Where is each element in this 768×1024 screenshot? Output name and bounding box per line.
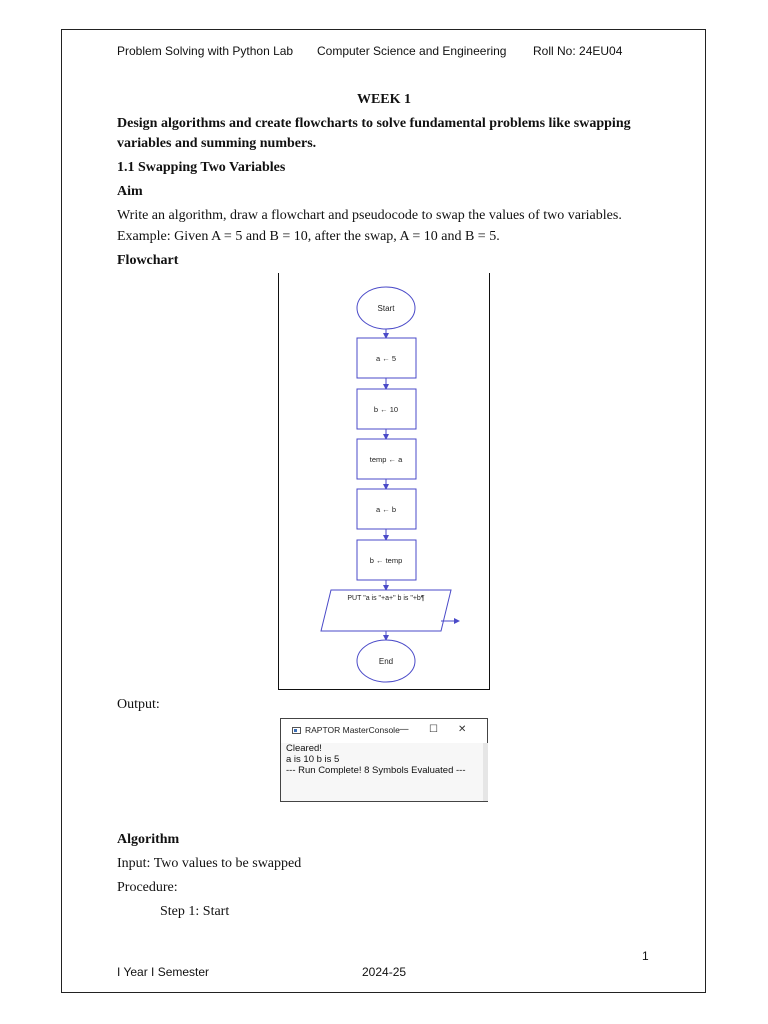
console-line: a is 10 b is 5 — [286, 754, 340, 765]
flowchart-figure — [278, 273, 490, 690]
process-label-5: b ← temp — [369, 556, 403, 565]
process-label-1: a ← 5 — [375, 354, 397, 363]
console-line: Cleared! — [286, 743, 322, 754]
console-app-icon — [292, 727, 301, 734]
console-line: --- Run Complete! 8 Symbols Evaluated --- — [286, 765, 466, 776]
task-line-1: Design algorithms and create flowcharts to solve fundamental problems like swapping — [117, 116, 631, 131]
algorithm-procedure: Procedure: — [117, 880, 178, 895]
output-label: PUT "a is "+a+" b is "+b¶ — [347, 595, 425, 602]
footer-year: 2024-25 — [362, 965, 407, 979]
section-heading: 1.1 Swapping Two Variables — [117, 160, 286, 175]
flowchart-svg — [279, 273, 491, 690]
process-label-2: b ← 10 — [373, 405, 399, 414]
footer-semester: I Year I Semester — [117, 965, 210, 979]
aim-heading: Aim — [117, 184, 143, 199]
console-titlebar — [281, 719, 487, 743]
header-roll-number: Roll No: 24EU04 — [533, 44, 623, 58]
start-label: Start — [377, 304, 395, 313]
console-title: RAPTOR MasterConsole — [305, 725, 400, 735]
minimize-icon[interactable]: — — [399, 724, 409, 735]
header-course: Problem Solving with Python Lab — [117, 44, 294, 58]
task-line-2: variables and summing numbers. — [117, 136, 317, 151]
close-icon[interactable]: ✕ — [458, 724, 467, 735]
end-label: End — [378, 657, 394, 666]
console-scrollbar[interactable] — [483, 743, 488, 801]
aim-line-2: Example: Given A = 5 and B = 10, after the swap, A = 10 and B = 5. — [117, 229, 500, 244]
raptor-console-window — [280, 718, 488, 802]
flowchart-heading: Flowchart — [117, 253, 179, 268]
algorithm-input: Input: Two values to be swapped — [117, 856, 302, 871]
maximize-icon[interactable]: ☐ — [429, 724, 438, 735]
output-heading: Output: — [117, 697, 160, 712]
week-title: WEEK 1 — [356, 92, 412, 107]
aim-line-1: Write an algorithm, draw a flowchart and pseudocode to swap the values of two variables. — [117, 208, 622, 223]
page-number: 1 — [642, 949, 649, 963]
algorithm-heading: Algorithm — [117, 832, 180, 847]
algorithm-step-1: Step 1: Start — [160, 904, 230, 919]
console-output — [286, 743, 466, 776]
process-label-3: temp ← a — [369, 455, 403, 464]
process-label-4: a ← b — [375, 505, 397, 514]
header-department: Computer Science and Engineering — [317, 44, 507, 58]
